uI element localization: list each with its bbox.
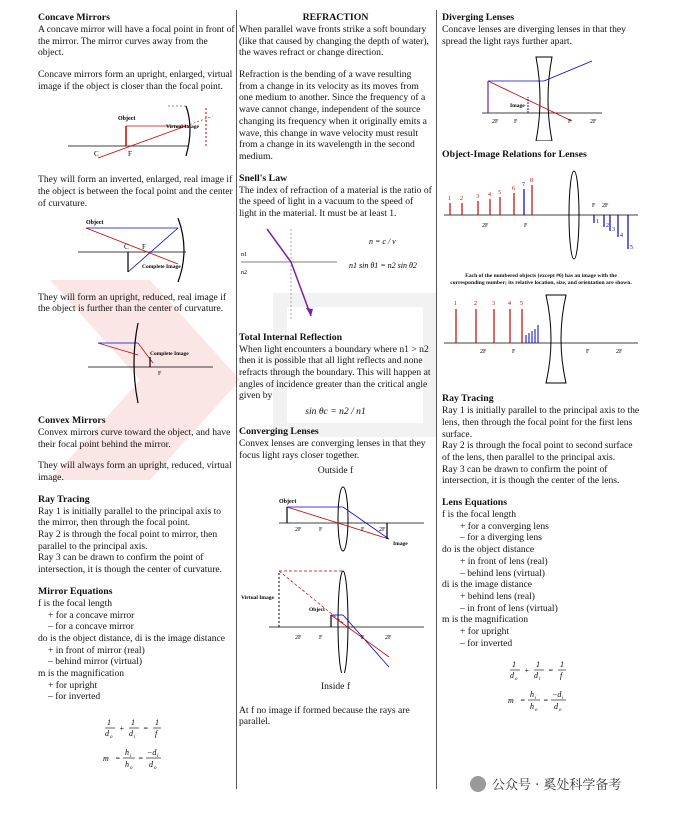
diverging-lenses-text: Concave lenses are diverging lenses in that they spread the light rays further apart. <box>442 23 626 47</box>
lens-eq-di-minus: – in front of lens (virtual) <box>460 602 558 614</box>
lens-eq-m-plus: + for upright <box>460 626 510 638</box>
lens-eq-f: f is the focal length <box>442 509 517 521</box>
oi2-object-label: 3 <box>492 301 495 308</box>
svg-text:=: = <box>143 724 149 734</box>
oi-object-label: 6 <box>512 186 515 193</box>
mirror-eq-m: m is the magnification <box>38 668 125 680</box>
oi-object-label: 7 <box>522 182 525 189</box>
fig1-virtual-label: Virtual Image <box>166 124 199 131</box>
svg-text:d: d <box>129 729 133 739</box>
svg-text:1: 1 <box>131 718 135 728</box>
oi2-object-label: 1 <box>454 301 457 308</box>
column-lenses <box>442 12 640 727</box>
converging-outside-diagram <box>239 481 432 555</box>
oi-image-label: 4 <box>620 233 623 240</box>
fig2-c-label: C <box>124 242 129 251</box>
in-object-label: Object <box>309 606 325 613</box>
div-2f-right: 2F <box>590 119 597 126</box>
fig2-f-label: F <box>142 242 146 251</box>
oi-f-right: F <box>592 203 596 210</box>
oi2-object-label: 2 <box>474 301 477 308</box>
in-f-right: F <box>361 634 365 641</box>
fig1-object-label: Object <box>118 116 136 123</box>
fig2-complete-label: Complete Image <box>142 263 181 270</box>
svg-text:h: h <box>530 702 534 712</box>
convex-mirrors-heading: Convex Mirrors <box>38 414 106 426</box>
lens-ray-tracing-heading: Ray Tracing <box>442 393 494 405</box>
column-mirrors <box>38 12 235 785</box>
lens-eq-di: di is the image distance <box>442 579 533 591</box>
svg-text:=: = <box>115 754 121 764</box>
in-2f-left: 2F <box>295 634 302 641</box>
svg-text:1: 1 <box>107 718 111 728</box>
oi2-2f-left: 2F <box>480 349 487 356</box>
oi-f-left: F <box>524 223 528 230</box>
converging-inside-diagram <box>239 563 432 673</box>
svg-text:h: h <box>125 748 129 758</box>
snells-law-heading: Snell's Law <box>239 172 288 184</box>
svg-text:=: = <box>548 666 554 676</box>
oi-image-label: 1 <box>596 219 599 226</box>
refraction-intro: When parallel wave fronts strike a soft boundary (like that caused by changing the depth of water), the waves refract or change direction. <box>239 23 429 59</box>
oi-image-label: 5 <box>630 245 633 252</box>
mirror-equations-heading: Mirror Equations <box>38 585 113 597</box>
lens-eq-do-plus: + in front of lens (real) <box>460 555 548 567</box>
column-divider-2 <box>436 10 437 789</box>
refraction-definition: Refraction is the bending of a wave resulting from a change in its velocity as its moves from one medium to another. Since the frequency of a wave cannot change, independent of the source changing its frequency when it originally emits a wave, this change in wave velocity must result from a change in its wavelength in the second medium. <box>239 69 427 162</box>
svg-text:i: i <box>157 754 159 760</box>
oi-image-label: 3 <box>612 227 615 234</box>
lens-eq-m-minus: – for inverted <box>460 637 513 649</box>
tir-equation: sin θc = n2 / n1 <box>305 406 366 418</box>
diverging-lenses-heading: Diverging Lenses <box>442 12 515 23</box>
svg-text:o: o <box>110 735 113 741</box>
object-image-converging-diagram <box>442 165 640 265</box>
concave-reduced-text: They will form an upright, reduced, real image if the object is further than the center of curvature. <box>38 291 227 315</box>
snell-n1-label: n1 <box>241 251 247 258</box>
svg-text:1: 1 <box>512 660 516 670</box>
svg-text:m: m <box>508 696 514 706</box>
svg-text:o: o <box>130 766 133 772</box>
column-divider-1 <box>236 10 237 789</box>
fig1-f-label: F <box>128 150 132 159</box>
mirror-ray-tracing-heading: Ray Tracing <box>38 493 90 505</box>
svg-text:1: 1 <box>155 718 159 728</box>
outside-f-label: Outside f <box>317 465 354 477</box>
oi-object-label: 8 <box>530 178 533 185</box>
snell-eq-2: n1 sin θ1 = n2 sin θ2 <box>349 260 417 270</box>
svg-text:f: f <box>560 671 563 681</box>
svg-text:d: d <box>510 671 514 681</box>
svg-text:f: f <box>155 729 158 739</box>
concave-mirrors-heading: Concave Mirrors <box>38 12 110 23</box>
svg-text:1: 1 <box>560 660 564 670</box>
lens-ray-2: Ray 2 is through the focal point to second surface of the lens, then parallel to the principal axis. <box>442 440 633 463</box>
svg-text:+: + <box>524 666 530 676</box>
lens-equations-heading: Lens Equations <box>442 497 508 509</box>
svg-text:1: 1 <box>536 660 540 670</box>
snells-law-text: The index of refraction of a material is the ratio of the speed of light in a vacuum to the speed of light in the material. It must be at least 1. <box>239 184 432 220</box>
snell-eq-1: n = c / v <box>369 236 396 246</box>
mirror-eq-m-plus: + for upright <box>48 679 98 691</box>
lens-ray-3: Ray 3 can be drawn to confirm the point of intersection, it is though the center of the lens. <box>442 463 620 487</box>
svg-text:o: o <box>559 708 562 714</box>
mirror-eq-f-plus: + for a concave mirror <box>48 609 135 621</box>
mirror-eq-m-minus: – for inverted <box>48 691 101 703</box>
lens-eq-do: do is the object distance <box>442 544 535 556</box>
tir-text: When light encounters a boundary where n1 > n2 then it is possible that all light reflects and none refracts through the boundary. This will happen at angles of incidence greater than the critical angle given by <box>239 343 431 402</box>
oi2-f-right: F <box>586 349 590 356</box>
svg-text:d: d <box>149 760 153 770</box>
inside-f-label: Inside f <box>320 680 351 692</box>
div-f-right: F <box>568 119 572 126</box>
oi-object-label: 4 <box>488 192 491 199</box>
div-image-label: Image <box>510 103 525 110</box>
in-2f-right: 2F <box>385 634 392 641</box>
svg-text:i: i <box>130 754 132 760</box>
diverging-lens-diagram <box>442 51 640 141</box>
mirror-eq-f-minus: – for a concave mirror <box>48 621 134 633</box>
wechat-icon <box>470 776 486 792</box>
oi-image-label: 2 <box>606 223 609 230</box>
in-f-left: F <box>319 634 323 641</box>
at-f-text: At f no image if formed because the rays are parallel. <box>239 704 410 728</box>
svg-text:h: h <box>530 690 534 700</box>
oi2-f-left: F <box>512 349 516 356</box>
svg-text:i: i <box>535 696 537 702</box>
svg-text:−d: −d <box>147 748 157 758</box>
out-f-left: F <box>319 526 323 533</box>
oi-object-label: 3 <box>476 194 479 201</box>
oi2-2f-right: 2F <box>616 349 623 356</box>
concave-virtual-text: Concave mirrors form an upright, enlarged, virtual image if the object is closer than the focal point. <box>38 69 233 92</box>
svg-text:=: = <box>543 696 549 706</box>
div-2f-left: 2F <box>492 119 499 126</box>
converging-lenses-text: Convex lenses are converging lenses in that they focus light rays closer together. <box>239 437 426 461</box>
fig3-f-label: F <box>158 370 162 377</box>
mirror-ray-2: Ray 2 is through the focal point to mirror, then parallel to the principal axis. <box>38 529 218 552</box>
lens-eq-m: m is the magnification <box>442 614 529 626</box>
mirror-equation-formula <box>103 717 183 777</box>
column-refraction <box>239 12 432 738</box>
out-2f-right: 2F <box>379 526 386 533</box>
oi-2f-left: 2F <box>482 223 489 230</box>
mirror-eq-f: f is the focal length <box>38 597 113 609</box>
oi-object-label: 5 <box>498 190 501 197</box>
svg-text:+: + <box>119 724 125 734</box>
fig3-complete-label: Complete Image <box>150 350 189 357</box>
svg-text:−d: −d <box>552 690 562 700</box>
svg-text:=: = <box>138 754 144 764</box>
wechat-watermark <box>470 776 621 794</box>
snell-n2-label: n2 <box>241 269 247 276</box>
svg-text:=: = <box>520 696 526 706</box>
concave-reduced-diagram <box>38 319 235 407</box>
object-image-caption: Each of the numbered objects (except #6) has an image with the corresponding number; its relative location, size, and orientation are shown. <box>450 273 632 287</box>
watermark-text: 公众号 · 奚处科学备考 <box>492 778 622 793</box>
convex-image-text: They will always form an upright, reduced, virtual image. <box>38 460 232 484</box>
oi-object-label: 2 <box>460 196 463 203</box>
svg-text:i: i <box>562 696 564 702</box>
concave-virtual-diagram <box>38 96 235 166</box>
convex-intro: Convex mirrors curve toward the object, and have their focal point behind the mirror. <box>38 426 231 450</box>
div-f-left: F <box>514 119 518 126</box>
snells-law-diagram <box>239 224 432 324</box>
out-object-label: Object <box>279 498 297 505</box>
oi-2f-right: 2F <box>602 203 609 210</box>
out-image-label: Image <box>393 540 408 547</box>
svg-text:o: o <box>515 677 518 683</box>
svg-text:i: i <box>539 677 541 683</box>
lens-eq-f-plus: + for a converging lens <box>460 520 549 532</box>
mirror-eq-distance: do is the object distance, di is the image distance <box>38 632 226 644</box>
converging-lenses-heading: Converging Lenses <box>239 425 319 437</box>
refraction-heading: REFRACTION <box>302 12 369 23</box>
out-2f-left: 2F <box>295 526 302 533</box>
svg-text:i: i <box>134 735 136 741</box>
fig1-c-label: C <box>94 150 99 159</box>
object-image-diverging-diagram <box>442 293 640 385</box>
svg-text:o: o <box>535 708 538 714</box>
concave-intro: A concave mirror will have a focal point in front of the mirror. The mirror curves away from the object. <box>38 23 235 59</box>
lens-eq-f-minus: – for a diverging lens <box>460 532 542 544</box>
svg-text:d: d <box>554 702 558 712</box>
svg-text:h: h <box>125 760 129 770</box>
lens-eq-do-minus: – behind lens (virtual) <box>460 567 545 579</box>
mirror-eq-d-plus: + in front of mirror (real) <box>48 644 145 656</box>
oi-object-label: 1 <box>448 196 451 203</box>
svg-text:m: m <box>103 754 109 764</box>
svg-text:d: d <box>105 729 109 739</box>
out-f-right: F <box>361 526 365 533</box>
oi2-object-label: 4 <box>508 301 511 308</box>
mirror-ray-1: Ray 1 is initially parallel to the principal axis to the mirror, then through the focal point. <box>38 505 222 529</box>
svg-text:d: d <box>534 671 538 681</box>
svg-text:o: o <box>154 766 157 772</box>
lens-eq-di-plus: + behind lens (real) <box>460 590 535 602</box>
lens-equation-formula <box>508 659 588 719</box>
fig2-object-label: Object <box>86 219 104 226</box>
object-image-heading: Object-Image Relations for Lenses <box>442 149 587 161</box>
in-virtual-label: Virtual Image <box>241 594 274 601</box>
oi2-object-label: 5 <box>520 301 523 308</box>
tir-heading: Total Internal Reflection <box>239 331 343 343</box>
concave-real-text: They will form an inverted, enlarged, real image if the object is between the focal point and the center of curvature. <box>38 174 233 209</box>
lens-ray-1: Ray 1 is initially parallel to the principal axis to the lens, then through the focal point for the first lens surface. <box>442 405 640 440</box>
mirror-ray-3: Ray 3 can be drawn to confirm the point of intersection, it is though the center of curvature. <box>38 552 223 576</box>
concave-real-diagram <box>38 214 235 284</box>
mirror-eq-d-minus: – behind mirror (virtual) <box>48 656 143 668</box>
